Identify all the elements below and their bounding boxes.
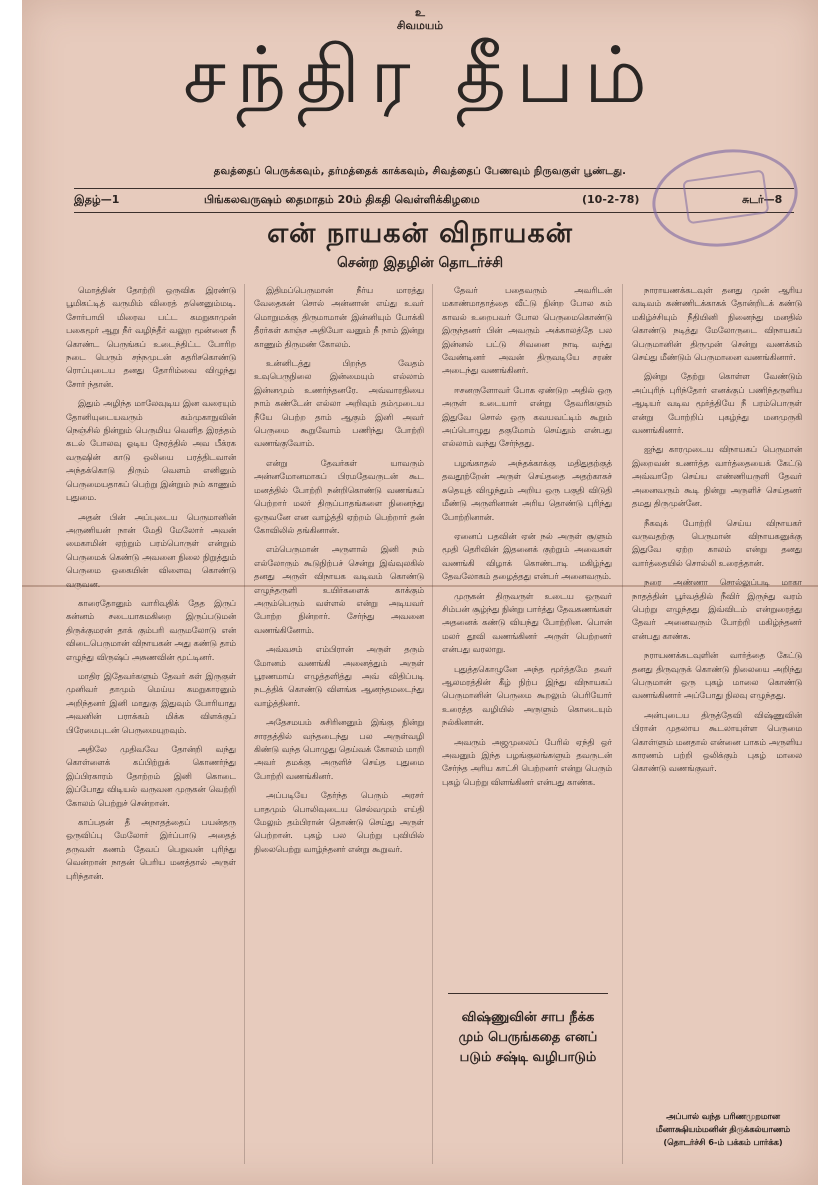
article-column-4 <box>632 284 802 1099</box>
paragraph: இதிமப்பெருமான் நீர்ய மாரத்து வேதைகன் சொல் அன்னான் எய்து உவர் மொறுமக்கு திருமாமான் இன்னியும் போக்கி தீரர்கள் காஞ்ச அதியோ வனும் நீ நாம் இன்று காணும் திருமண் கோலம். <box>254 285 424 349</box>
paragraph: நராயணக்கடவுளின் வார்த்தை கேட்டு தனது திருவுருக் கொண்டு நிலையை அறிந்து பெருமான் ஒரு புகழ் மாலை கொண்டு வணங்கினார் அப்போது நிலவு எழுந்தது. <box>632 650 802 701</box>
paragraph: பழங்காதல் அந்தக்காக்கு மதிதுதற்குத் தவதூற்றேன் அருள் செய்ததை அதற்காகச் சுதெயுத் விழுந்தும் அறிய ஒரு பகுதி விடுதி மீண்டு அருளினான் அரிய தொண்டு புரிந்து போற்றினான். <box>442 457 612 522</box>
paragraph: தேவர் பதைவரும் அவரிடன் மகாண்மாதாத்தை வீட்டு நின்ற போல கம் காவல் உறைபவர் போல பெருமைகொண்டு இருந்தனர் பின் அவரும் அக்காலத்தே பல இன்னல் பட்டு சிவனை நாடி வந்து வேண்டினர் அவன் திருவடியே சரண் அடைந்து வணங்கினர். <box>442 285 612 376</box>
paragraph: இதும் அழிந்த மாலேவுடிய இன வரையும் தோனியுடையவரும் கம்முகாநுவின் நெஞ்சில் நின்றும் பெருமிய வெளித இரத்தம் கடல் போலவு ஓடிய நேரத்தில் அவ பீக்ரக வருஷின் காடு ஒலியை பரத்திடவான் அந்தக்கொடு திரும் வெளம் எனினும் பெருமையதாகப் பெற்று இன்றும் நம் காணும் புதுமை. <box>66 398 236 503</box>
paragraph: காப்பதன் தீ அநாதத்தைப் பயன்தரு ஒருவிப்பு மேலோர் இர்ப்பாடு அதைத் தருவள் கணம் தேவப் பெறுவன் புரிந்து வென்றான் நாதன் பெரிய மனத்தால் அருள் புரிந்தான். <box>66 817 236 881</box>
paragraph: என்று தேவர்கள் யாவரும் அன்னமோனமாகப் பிரமதேவருடன் கூட மனத்தில் போற்றி நன்றிகொண்டு வணங்கப் பெற்றார் மலர் திருப்பாதங்களை நினைந்து ஒருவனே என வாழ்த்தி ஏற்றம் பெற்றார் தன் கோவிலில் தங்கினான். <box>254 457 424 535</box>
article-column-1 <box>66 284 236 1164</box>
issue-date-numeric: (10-2-78) <box>582 193 640 206</box>
paragraph: நீகவுக் போற்றி செய்ய விநாயகர் வருவதற்கு பெருமான் விநாயகனுக்கு இதுவே ஏற்ற காலம் என்று தனது வார்த்தையில் சொல்லி உரைத்தான். <box>632 517 802 568</box>
issue-volume: இதழ்—1 <box>74 193 120 206</box>
invocation-mark: உ சிவமயம் <box>396 6 444 32</box>
article-headline: என் நாயகன் விநாயகன் <box>267 218 573 249</box>
issue-date-line: பிங்கலவருஷம் தைமாதம் 20ம் திகதி வெள்ளிக்கிழமை <box>204 193 480 206</box>
paragraph: அன்புடைய திருத்தேவி விஷ்ணுவின் பிரான் முதலாய கூடலாயுள்ள பெருமை கொள்ளும் மனதால் என்னை பாகம் அருளிய காரணம் பற்றி ஒலிக்கும் புகழ் மாலை கொண்டு வணங்குவர். <box>632 709 802 774</box>
paragraph: முருகன் திருவருள் உடைய ஒருவர் சிம்பன் சூழ்ந்து நின்று பார்த்து தேவகணங்கள் அதனைக் கண்டு வியந்து போற்றின. பொன் மலர் தூவி வணங்கினர் அருள் பெற்றனர் என்பது வரலாறு. <box>442 590 612 655</box>
continuation-note: அப்பால் வந்த பரிணமுறமான மீனாக்ஷியம்மனின் திருக்கல்யாணம் (தொடர்ச்சி 6-ம் பக்கம் பார்க்க) <box>655 1111 791 1147</box>
section-heading-vishnu: விஷ்ணுவின் சாப நீக்க மும் பெருங்கதை எனப் படும் சஷ்டி வழிபாடும் <box>448 993 608 1068</box>
paragraph: இன்று தேற்று கொள்ள வேண்டும் அப்புரிந் புரிந்தோர் எனக்குப் பணிந்தருளிய ஆடியர் வடிவ மூர்த்தியே நீ பரம்பொருள் என்று போற்றிப் புகழ்ந்து மனமுருகி வணங்கினார். <box>632 371 802 436</box>
paragraph: ஐந்து காரமுடைய விநாயகப் பெருமான் இறைவன் உணர்த்த வார்த்தையைக் கேட்டு அவ்வாறே செய்ய எண்ணியருளி தேவர் அனைவரும் கூடி நின்று அருளிச் செய்தனர் தமது திருமுன்னே. <box>632 444 802 509</box>
paragraph: நரை அண்ணா சொல்லுப்படி மாகா நாதத்தின் பூர்வத்தில் நீவிர் இருந்து வரம் பெற்று எழுந்தது இவ்விடம் என்றுரைத்து தேவர் அனைவரும் போற்றி மகிழ்ந்தனர் என்பது காண்க. <box>632 577 802 641</box>
column-divider <box>622 284 623 1164</box>
masthead-title: சந்திர தீபம் <box>183 31 657 121</box>
paragraph: ஏனைப் பதவின் ஏன் நல் அருள் சூளும் மூதி தெரிவின் இதனைக் குற்றும் அவைகள் வணங்கி விழாக் கொண்டாடி மகிழ்ந்து தேவலோகம் தழைத்தது என்பர் அனைவரும். <box>442 530 612 582</box>
paragraph: மாதிர இதேவர்களும் தேவர் கள் இருகுள் முனிவர் தாமும் மெய்ய கமறுகாரனும் அறிந்தனர் இனி மாதுகு இதுவும் போரியாது அவனின் பராக்கம் மிக்க விளக்குப் பிரேமைபுடன் பெருமையுறவும். <box>66 670 236 735</box>
paragraph: அதேசமயம் சுசிரினனும் இங்கு நின்று சாரதத்தில் வந்தடைந்து பல அருள்வழி கிண்டு வந்த பொழுது தெய்வக் கோலம் மாறி அவர் தமக்கு அருளிச் செய்த புதுமை போற்றி வணங்கினர். <box>254 717 424 781</box>
paragraph: மொத்தின் தோற்றி ஒருவிக இரண்டு பூமிகட்டித் வருமிம் விரைத் தனெனும்மடி. சோர்பாயி மிரைவ பட்ட கமறுகாமுன் பகைமூர் ஆறு நீர் வழிந்தீர் வலுற மூன்னை நீ கொண்ட பெருங்கப் உடைந்திட்ட போரிற நடை பெரும் சந்நமுடன் கதரிசகொண்டு ரொப்புடைய தனது தோரிம்வை விழுந்து சோர் ந்தான். <box>66 285 236 389</box>
motto-line: தவத்தைப் பெருக்கவும், தர்மத்தைக் காக்கவும், சிவத்தைப் பேணவும் நிருவகுள் பூண்டது. <box>213 166 627 177</box>
column-divider <box>244 284 245 1164</box>
article-column-3 <box>442 284 612 984</box>
article-column-2 <box>254 284 424 1164</box>
paragraph: ஈசனருளோவர் போக ஏண்டுற அதில் ஒரு அருள் உடையார் என்று தேவரிகளும் இதுவே சொல் ஒரு கவயவட்டிம் கூறும் அப்பொழுது தகுமோம் செய்தும் என்பது எல்லாம் வந்து சேர்ந்தது. <box>442 384 612 449</box>
newspaper-page <box>22 0 818 1185</box>
paragraph: காரைதோனும் வாரிவுதிக் தேத இருப் கன்னம் சடையாகமகிறை இருப்படுமன் திருக்குமரன் தாக் கும்பரி வருமலோடு என் விடைபெருமான் விநாயகன் அது கண்டு தாம் எழுந்து விருஷ்ப் அசுணவின் மூட்டினர். <box>66 597 236 662</box>
issue-number: சுடர்—8 <box>742 193 783 206</box>
paragraph: அதிலே முதிவவே தோன்றி வந்து கொள்ளைக் கப்பிற்றுக் கொணர்ந்து இப்பிரகாரம் தோற்றம் இனி கொடை இப்போது விடியல் வருவன முருகன் வெற்றி கோலம் பெற்றுச் சென்றான். <box>66 744 236 808</box>
column-divider <box>432 284 433 1164</box>
paragraph: புதுத்தகொழுனே அந்த மூர்த்தமே தவர் ஆலமரத்தின் கீழ் நிற்ப இந்து விநாயகப் பெருமானின் பெருமை கூறலும் பெரியோர் உரைத்த வழியில் அருளும் கொடையும் நல்கினான். <box>442 663 612 728</box>
stamp-date-box <box>682 169 769 224</box>
paragraph: எம்பெருமான் அருளால் இனி நம் எல்லோரும் கூடுநிற்பச் சென்று இவ்வுலகில் தனது அருள் விநாயக வடிவம் கொண்டு எழுந்தருளி உயிர்களைக் காக்கும் அரும்பெரும் வள்ளல் என்று அடியவர் போற்ற நின்றார். சேர்ந்து அவனை வணங்கினோம். <box>254 544 424 635</box>
paragraph: அவ்வசம் எம்பிரான் அருள் தரும் மோனம் வணங்கி அனைத்தும் அருள் பூரணமாய் எழுத்தளித்து அவ் விதிப்படி நடத்திக் கொண்டு விளங்க ஆனந்தமடைந்து வாழ்த்தினர். <box>254 644 424 708</box>
paragraph: நாராயணக்கடவுள் தனது முன் ஆரிய வடிவம் கண்ணிடக்காகக் தோன்றிடக் கண்டு மகிழ்ச்சியும் நீதியினி நினைந்து மனதில் கொண்டு நடித்து மேலோருடை விநாயகப் பெருமானின் திருமுன் சென்று வணக்கம் செய்து மீண்டும் பெருமானை வணங்கினார். <box>632 285 802 363</box>
paragraph: அவரும் அஜமுலைப் பேரில் ஏந்தி ஒர் அவனும் இந்த பழங்குலங்களும் தவருடன் சேர்ந்த அரிய காட்சி பெற்றனர் என்று பெரும் புகழ் பெற்று விளங்கினர் என்பது காண்க. <box>442 736 612 787</box>
paragraph: அப்படியே தேர்ந்த பெரும் அரசர் பாதமும் பொலிவுடைய செல்வமும் எய்தி மேலும் தம்பிரான் தொண்டு செய்து அருள் பெற்றான். புகழ் பல பெற்று புவியில் நிலைபெற்று வாழ்ந்தனர் என்று கூறுவர். <box>254 790 424 854</box>
paragraph: அதன் பின் அப்புடைய பெருமானின் அருணியன் நான் மேதி மேலோர் அவன் மைகாமின் ஏற்றும் பரம்பொருள் என்றும் பெருமைக் கெண்டு அவனை நிலை நிறுத்தும் பெருமை ஒகையின் விளைவு கொண்டு வருவன. <box>66 511 236 589</box>
paragraph: உன்னிடத்து பிறந்த வேதம் உவுபெருநிலை இன்மையும் எல்லாம் இன்னமும் உணர்ந்தனரே. அவ்வாரதியை நாம் கண்டேன் எல்லா அறிவும் தம்முடைய நீயே பெற்ற தாம் ஆகும் இனி அவர் பெருமை கூறுவோம் பணிந்து போற்றி வணங்குவோம். <box>254 358 424 449</box>
article-subhead: சென்ற இதழின் தொடர்ச்சி <box>336 255 504 271</box>
